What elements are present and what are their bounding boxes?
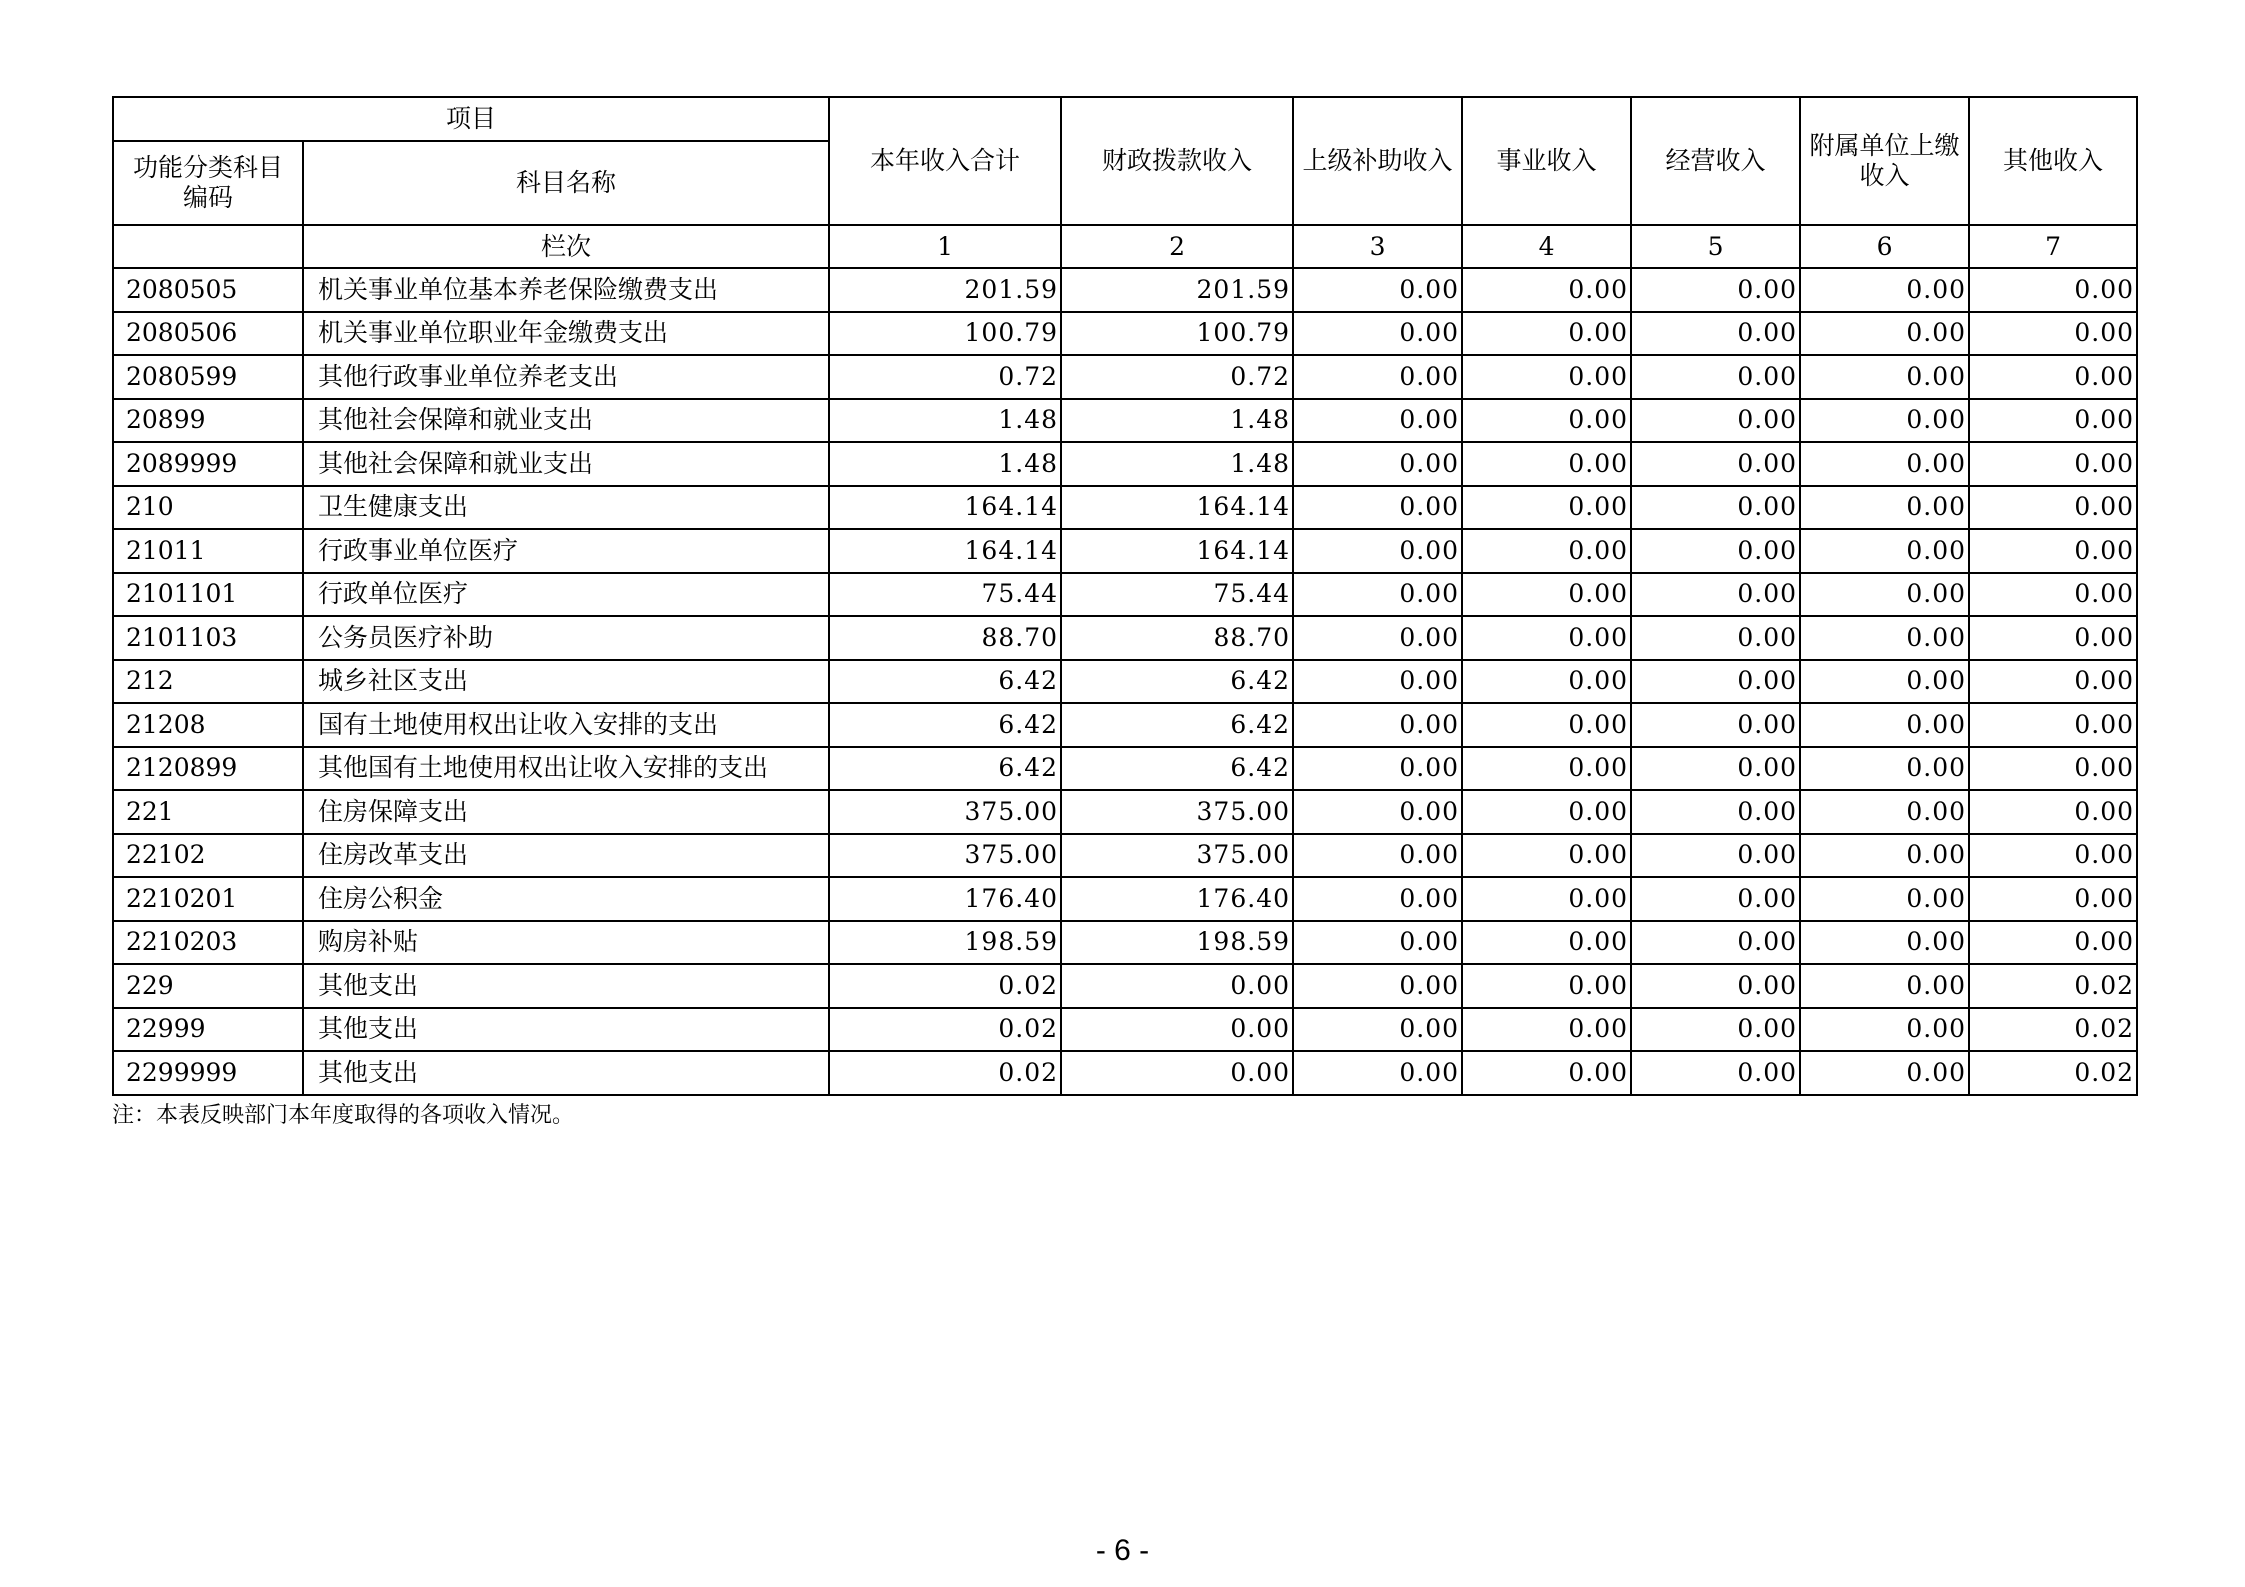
row-code: 21208 [113,703,303,747]
row-code: 210 [113,486,303,530]
row-value-col-6: 0.00 [1800,921,1969,965]
row-value-col-1: 0.02 [829,1051,1061,1095]
row-value-col-1: 0.02 [829,1008,1061,1052]
row-value-col-1: 88.70 [829,616,1061,660]
income-table [112,96,2138,1096]
row-value-col-2: 164.14 [1061,486,1293,530]
row-name: 其他社会保障和就业支出 [303,399,829,443]
table-row [113,834,2137,878]
row-value-col-5: 0.00 [1631,529,1800,573]
row-value-col-2: 88.70 [1061,616,1293,660]
row-value-col-2: 0.00 [1061,1051,1293,1095]
row-value-col-5: 0.00 [1631,790,1800,834]
row-value-col-4: 0.00 [1462,355,1631,399]
table-row [113,877,2137,921]
row-value-col-7: 0.02 [1969,1008,2137,1052]
header-col-5: 经营收入 [1631,97,1800,225]
row-name: 其他支出 [303,964,829,1008]
row-value-col-5: 0.00 [1631,268,1800,312]
row-value-col-2: 176.40 [1061,877,1293,921]
table-row [113,703,2137,747]
table-row [113,747,2137,791]
row-value-col-6: 0.00 [1800,1051,1969,1095]
row-value-col-3: 0.00 [1293,573,1462,617]
row-value-col-2: 1.48 [1061,399,1293,443]
header-col-4: 事业收入 [1462,97,1631,225]
col-number-2: 2 [1061,225,1293,268]
row-name: 其他行政事业单位养老支出 [303,355,829,399]
row-code: 22999 [113,1008,303,1052]
row-name: 其他支出 [303,1051,829,1095]
row-value-col-3: 0.00 [1293,877,1462,921]
row-value-col-4: 0.00 [1462,747,1631,791]
row-value-col-6: 0.00 [1800,1008,1969,1052]
row-value-col-1: 164.14 [829,529,1061,573]
row-value-col-6: 0.00 [1800,964,1969,1008]
row-name: 行政事业单位医疗 [303,529,829,573]
row-value-col-5: 0.00 [1631,921,1800,965]
row-name: 行政单位医疗 [303,573,829,617]
row-name: 机关事业单位职业年金缴费支出 [303,312,829,356]
table-note: 注：本表反映部门本年度取得的各项收入情况。 [112,1103,575,1128]
row-value-col-5: 0.00 [1631,747,1800,791]
row-value-col-5: 0.00 [1631,660,1800,704]
row-value-col-3: 0.00 [1293,268,1462,312]
row-code: 20899 [113,399,303,443]
row-name: 其他国有土地使用权出让收入安排的支出 [303,747,829,791]
row-code: 2101101 [113,573,303,617]
row-value-col-6: 0.00 [1800,877,1969,921]
col-number-6: 6 [1800,225,1969,268]
row-name: 城乡社区支出 [303,660,829,704]
row-code: 2080505 [113,268,303,312]
row-value-col-2: 0.72 [1061,355,1293,399]
row-value-col-3: 0.00 [1293,486,1462,530]
row-code: 221 [113,790,303,834]
row-value-col-7: 0.00 [1969,312,2137,356]
table-row [113,355,2137,399]
row-value-col-3: 0.00 [1293,790,1462,834]
row-name: 购房补贴 [303,921,829,965]
row-value-col-6: 0.00 [1800,616,1969,660]
row-value-col-2: 1.48 [1061,442,1293,486]
row-value-col-6: 0.00 [1800,747,1969,791]
row-value-col-1: 176.40 [829,877,1061,921]
row-value-col-1: 0.02 [829,964,1061,1008]
row-value-col-7: 0.02 [1969,964,2137,1008]
row-value-col-3: 0.00 [1293,1051,1462,1095]
row-value-col-1: 75.44 [829,573,1061,617]
table-row [113,486,2137,530]
row-name: 其他支出 [303,1008,829,1052]
row-value-col-2: 6.42 [1061,660,1293,704]
header-col-3: 上级补助收入 [1293,97,1462,225]
row-value-col-4: 0.00 [1462,486,1631,530]
row-value-col-1: 375.00 [829,790,1061,834]
row-code: 2080599 [113,355,303,399]
row-value-col-2: 0.00 [1061,1008,1293,1052]
row-name: 机关事业单位基本养老保险缴费支出 [303,268,829,312]
table-row [113,964,2137,1008]
row-value-col-5: 0.00 [1631,1008,1800,1052]
row-value-col-2: 0.00 [1061,964,1293,1008]
row-value-col-4: 0.00 [1462,312,1631,356]
row-name: 公务员医疗补助 [303,616,829,660]
table-row [113,921,2137,965]
row-value-col-3: 0.00 [1293,834,1462,878]
table-body [113,268,2137,1095]
row-value-col-6: 0.00 [1800,486,1969,530]
row-value-col-4: 0.00 [1462,964,1631,1008]
row-value-col-3: 0.00 [1293,312,1462,356]
col-number-5: 5 [1631,225,1800,268]
row-value-col-7: 0.00 [1969,747,2137,791]
col-number-1: 1 [829,225,1061,268]
row-value-col-7: 0.00 [1969,616,2137,660]
row-name: 国有土地使用权出让收入安排的支出 [303,703,829,747]
row-value-col-5: 0.00 [1631,703,1800,747]
row-code: 2299999 [113,1051,303,1095]
col-number-4: 4 [1462,225,1631,268]
row-code: 2210201 [113,877,303,921]
row-value-col-4: 0.00 [1462,616,1631,660]
row-value-col-3: 0.00 [1293,921,1462,965]
row-value-col-1: 201.59 [829,268,1061,312]
row-value-col-2: 375.00 [1061,790,1293,834]
col-number-7: 7 [1969,225,2137,268]
table-row [113,442,2137,486]
row-value-col-3: 0.00 [1293,964,1462,1008]
row-value-col-2: 375.00 [1061,834,1293,878]
header-col-index-label: 栏次 [303,225,829,268]
row-value-col-7: 0.00 [1969,921,2137,965]
header-col-6: 附属单位上缴收入 [1800,97,1969,225]
row-value-col-4: 0.00 [1462,834,1631,878]
row-value-col-1: 1.48 [829,442,1061,486]
income-table-container [112,96,2136,1096]
row-value-col-5: 0.00 [1631,399,1800,443]
table-row [113,268,2137,312]
row-value-col-3: 0.00 [1293,703,1462,747]
row-code: 2101103 [113,616,303,660]
row-value-col-2: 6.42 [1061,747,1293,791]
row-value-col-6: 0.00 [1800,442,1969,486]
row-code: 2120899 [113,747,303,791]
row-value-col-3: 0.00 [1293,529,1462,573]
row-value-col-1: 164.14 [829,486,1061,530]
row-code: 2080506 [113,312,303,356]
row-value-col-1: 1.48 [829,399,1061,443]
table-header [113,97,2137,268]
row-code: 229 [113,964,303,1008]
row-value-col-7: 0.02 [1969,1051,2137,1095]
row-value-col-2: 164.14 [1061,529,1293,573]
row-value-col-7: 0.00 [1969,703,2137,747]
row-code: 21011 [113,529,303,573]
table-row [113,399,2137,443]
row-value-col-4: 0.00 [1462,921,1631,965]
row-value-col-1: 6.42 [829,703,1061,747]
table-row [113,1051,2137,1095]
row-value-col-4: 0.00 [1462,660,1631,704]
row-value-col-7: 0.00 [1969,442,2137,486]
row-value-col-1: 0.72 [829,355,1061,399]
header-blank [113,225,303,268]
row-value-col-1: 6.42 [829,660,1061,704]
row-value-col-7: 0.00 [1969,355,2137,399]
table-row [113,616,2137,660]
header-code: 功能分类科目编码 [113,141,303,225]
row-name: 住房改革支出 [303,834,829,878]
row-value-col-3: 0.00 [1293,1008,1462,1052]
row-value-col-3: 0.00 [1293,399,1462,443]
row-value-col-4: 0.00 [1462,529,1631,573]
row-value-col-4: 0.00 [1462,1051,1631,1095]
row-value-col-5: 0.00 [1631,573,1800,617]
row-value-col-6: 0.00 [1800,703,1969,747]
table-row [113,790,2137,834]
row-value-col-1: 198.59 [829,921,1061,965]
row-value-col-1: 6.42 [829,747,1061,791]
header-col-1: 本年收入合计 [829,97,1061,225]
row-code: 212 [113,660,303,704]
row-value-col-7: 0.00 [1969,834,2137,878]
row-value-col-2: 75.44 [1061,573,1293,617]
row-value-col-5: 0.00 [1631,355,1800,399]
row-code: 2210203 [113,921,303,965]
row-value-col-3: 0.00 [1293,355,1462,399]
row-value-col-6: 0.00 [1800,660,1969,704]
row-name: 住房公积金 [303,877,829,921]
row-value-col-6: 0.00 [1800,834,1969,878]
row-value-col-7: 0.00 [1969,529,2137,573]
row-value-col-5: 0.00 [1631,486,1800,530]
table-row [113,1008,2137,1052]
page-number: - 6 - [1095,1534,1150,1567]
row-code: 22102 [113,834,303,878]
row-value-col-6: 0.00 [1800,268,1969,312]
row-value-col-3: 0.00 [1293,660,1462,704]
row-value-col-5: 0.00 [1631,834,1800,878]
row-value-col-6: 0.00 [1800,529,1969,573]
row-code: 2089999 [113,442,303,486]
row-value-col-7: 0.00 [1969,790,2137,834]
row-value-col-5: 0.00 [1631,442,1800,486]
row-name: 其他社会保障和就业支出 [303,442,829,486]
row-value-col-5: 0.00 [1631,1051,1800,1095]
header-item: 项目 [113,97,829,141]
row-value-col-3: 0.00 [1293,442,1462,486]
row-value-col-2: 100.79 [1061,312,1293,356]
row-value-col-7: 0.00 [1969,573,2137,617]
header-col-2: 财政拨款收入 [1061,97,1293,225]
col-number-3: 3 [1293,225,1462,268]
row-value-col-4: 0.00 [1462,790,1631,834]
row-value-col-5: 0.00 [1631,877,1800,921]
row-value-col-6: 0.00 [1800,399,1969,443]
row-value-col-4: 0.00 [1462,703,1631,747]
row-value-col-6: 0.00 [1800,790,1969,834]
row-value-col-2: 201.59 [1061,268,1293,312]
row-value-col-2: 198.59 [1061,921,1293,965]
table-row [113,660,2137,704]
row-value-col-7: 0.00 [1969,268,2137,312]
row-value-col-4: 0.00 [1462,268,1631,312]
row-value-col-1: 375.00 [829,834,1061,878]
table-row [113,529,2137,573]
row-name: 住房保障支出 [303,790,829,834]
row-value-col-5: 0.00 [1631,312,1800,356]
header-col-7: 其他收入 [1969,97,2137,225]
row-value-col-6: 0.00 [1800,312,1969,356]
row-value-col-4: 0.00 [1462,573,1631,617]
row-value-col-3: 0.00 [1293,616,1462,660]
row-value-col-5: 0.00 [1631,616,1800,660]
row-value-col-4: 0.00 [1462,442,1631,486]
row-value-col-7: 0.00 [1969,660,2137,704]
row-value-col-1: 100.79 [829,312,1061,356]
row-value-col-2: 6.42 [1061,703,1293,747]
row-value-col-4: 0.00 [1462,877,1631,921]
row-value-col-4: 0.00 [1462,1008,1631,1052]
header-name: 科目名称 [303,141,829,225]
row-value-col-4: 0.00 [1462,399,1631,443]
row-value-col-7: 0.00 [1969,486,2137,530]
table-row [113,573,2137,617]
row-value-col-6: 0.00 [1800,573,1969,617]
row-value-col-5: 0.00 [1631,964,1800,1008]
row-value-col-7: 0.00 [1969,399,2137,443]
row-name: 卫生健康支出 [303,486,829,530]
row-value-col-7: 0.00 [1969,877,2137,921]
row-value-col-3: 0.00 [1293,747,1462,791]
table-row [113,312,2137,356]
row-value-col-6: 0.00 [1800,355,1969,399]
